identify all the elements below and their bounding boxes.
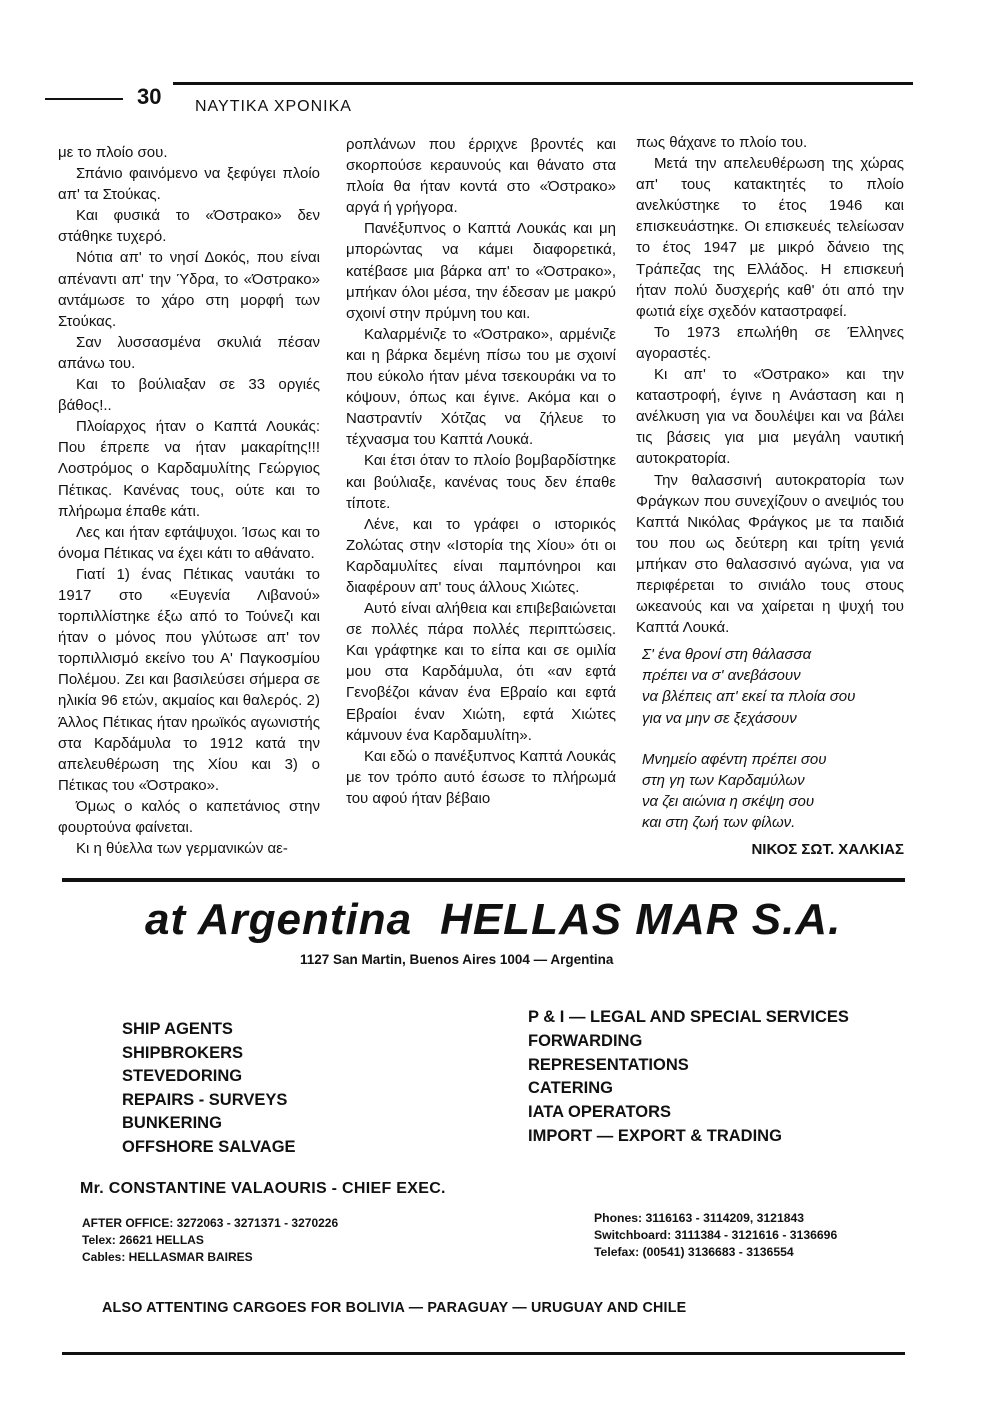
ad-title [145,895,865,945]
paragraph: Λες και ήταν εφτάψυχοι. Ίσως και το όνομα Πέτικας να έχει κάτι το αθάνατο. [58,523,320,562]
magazine-title: ΝΑΥΤΙΚΑ ΧΡΟΝΙΚΑ [195,98,352,115]
contact-line: Telefax: (00541) 3136683 - 3136554 [594,1245,794,1259]
poem-line: στη γη των Καρδαμύλων [642,771,805,789]
ad-company-name: HELLAS MAR S.A. [440,895,842,944]
service-item: REPAIRS - SURVEYS [122,1090,288,1109]
ad-footer: ALSO ATTENTING CARGOES FOR BOLIVIA — PARAGUAY — URUGUAY AND CHILE [102,1300,687,1316]
paragraph: Λένε, και το γράφει ο ιστορικός Ζολώτας στην «Ιστορία της Χίου» ότι οι Καρδαμυλίτες είναι παμπόνηροι και διαφέρουν απ' τους άλλους Χιώτες. [346,515,616,596]
paragraph: ροπλάνων που έρριχνε βροντές και σκορπούσε κεραυνούς και θάνατο στα πλοία θα ήταν κοντά στο «Όστρακο» αργά ή γρήγορα. [346,136,616,217]
paragraph: Και έτσι όταν το πλοίο βομβαρδίστηκε και βούλιαξε, κανένας τους δεν έπαθε τίποτε. [346,452,616,512]
paragraph: Πανέξυπνος ο Καπτά Λουκάς και μη μπορώντας να κάμει διαφορετικά, κατέβασε μια βάρκα απ' το «Όστρακο», μπήκαν όλοι μέσα, την έδεσαν με μακρύ σχοινί στην πρύμνη του και. [346,220,616,322]
contact-line: Switchboard: 3111384 - 3121616 - 3136696 [594,1228,838,1242]
paragraph: Και φυσικά το «Όστρακο» δεν στάθηκε τυχερό. [58,207,320,246]
paragraph: Νότια απ' το νησί Δοκός, που είναι απέναντι απ' την Ύδρα, το «Όστρακο» αντάμωσε το χάρο στη μορφή των Στούκας. [58,249,320,330]
service-item: CATERING [528,1079,613,1098]
article-column-2 [346,134,616,809]
paragraph: Καλαρμένιζε το «Όστρακο», αρμένιζε και η βάρκα δεμένη πίσω του με σχοινί που εύκολο ήταν μένα τσεκουράκι να το κόψουν, όπως και έγινε. Ακόμα και ο Ναστραντίν Χότζας να ζήλευε το τέχνασμα του Καπτά Λουκά. [346,325,616,449]
service-item: P & I — LEGAL AND SPECIAL SERVICES [528,1008,849,1026]
paragraph: Κι η θύελλα των γερμανικών αε- [76,840,288,858]
services-right-list [528,1006,849,1149]
paragraph: Το 1973 επωλήθη σε Έλληνες αγοραστές. [636,323,904,362]
page-header [45,78,913,118]
contact-line: Cables: HELLASMAR BAIRES [82,1250,253,1264]
service-item: SHIP AGENTS [122,1020,233,1038]
poem-line: Σ' ένα θρονί στη θάλασσα [642,646,812,664]
ad-bottom-rule [62,1352,905,1355]
paragraph: Και το βούλιαξαν σε 33 οργιές βάθος!.. [58,376,320,415]
ad-executive: Mr. CONSTANTINE VALAOURIS - CHIEF EXEC. [80,1180,446,1197]
page-number: 30 [137,84,162,109]
service-item: IMPORT — EXPORT & TRADING [528,1126,782,1145]
ad-title-location: at Argentina [145,895,413,944]
poem-line: να βλέπεις απ' εκεί τα πλοία σου [642,688,856,706]
service-item: BUNKERING [122,1114,222,1133]
service-item: REPRESENTATIONS [528,1055,689,1074]
poem-line: και στη ζωή των φίλων. [642,813,796,831]
paragraph: Σαν λυσσασμένα σκυλιά πέσαν απάνω του. [58,333,320,372]
poem [636,644,904,833]
poem-line: για να μην σε ξεχάσουν [642,709,797,727]
service-item: FORWARDING [528,1031,643,1050]
contacts-left [82,1215,338,1266]
header-rule-right [173,82,913,85]
paragraph: Κι απ' το «Όστρακο» και την καταστροφή, έγινε η Ανάσταση και η ανέλκυση για να δουλέψει και να βάλει τις βάσεις για μια μεγάλη ναυτική αυτοκρατορία. [636,366,904,468]
paragraph: Γιατί 1) ένας Πέτικας ναυτάκι το 1917 στο «Ευγενία Λιβανού» τορπιλλίστηκε έξω από το Τούνεζι και ήταν ο μόνος που γλύτωσε απ' τον τορπιλλισμό εκείνο του Α' Παγκοσμίου Πολέμου. Ζει και βασιλεύσει σήμερα σε ηλικία 96 ετών, ακμαίος και θαλερός. 2) Άλλος Πέτικας ήταν ηρωϊκός αγωνιστής στα Καρδάμυλα το 1912 κατά την απελευθέρωση της Χίου και 3) ο Πέτικας του «Όστρακο». [58,565,320,794]
contact-line: Phones: 3116163 - 3114209, 3121843 [594,1211,805,1225]
ad-top-rule [62,878,905,882]
contacts-right [594,1210,837,1261]
service-item: IATA OPERATORS [528,1103,672,1122]
paragraph: Και εδώ ο πανέξυπνος Καπτά Λουκάς με τον τρόπο αυτό έσωσε το πλήρωμά του αφού ήταν βέβαιο [346,747,616,807]
poem-line: πρέπει να σ' ανεβάσουν [642,667,801,685]
poem-line: να ζει αιώνια η σκέψη σου [642,792,815,810]
paragraph: Πλοίαρχος ήταν ο Καπτά Λουκάς: Που έπρεπε να ήταν μακαρίτης!!! Λοστρόμος ο Καρδαμυλίτης Γεώργιος Πέτικας. Κανένας τους, ούτε και το πλήρωμα έπαθε κάτι. [58,418,320,520]
author-signature: ΝΙΚΟΣ ΣΩΤ. ΧΑΛΚΙΑΣ [751,841,904,858]
service-item: STEVEDORING [122,1067,243,1086]
service-item: OFFSHORE SALVAGE [122,1137,296,1156]
paragraph: πως θάχανε το πλοίο του. [636,134,808,151]
contact-line: Telex: 26621 HELLAS [82,1233,204,1247]
header-rule-left [45,98,123,100]
paragraph: Την θαλασσινή αυτοκρατορία των Φράγκων που συνεχίζουν ο ανεψιός του Καπτά Νικόλας Φράγκος με τα παιδιά του που ως δεύτερη και τρίτη γενιά μπήκαν στο θαλασσινό αγώνα, για να περιφέρεται το σινιάλο τους στους ωκεανούς και να χαίρεται η ψυχή του Καπτά Λουκά. [636,471,904,637]
paragraph: με το πλοίο σου. [58,144,168,161]
article-column-3 [636,132,904,860]
service-item: SHIPBROKERS [122,1043,244,1062]
services-left-list [122,1018,296,1160]
poem-line: Μνημείο αφέντη πρέπει σου [642,750,827,768]
contact-line: AFTER OFFICE: 3272063 - 3271371 - 3270226 [82,1216,339,1230]
ad-address: 1127 San Martin, Buenos Aires 1004 — Argentina [300,952,614,967]
article-column-1 [58,142,320,859]
paragraph: Μετά την απελευθέρωση της χώρας απ' τους κατακτητές το πλοίο ανελκύστηκε το έτος 1946 και επισκευάστηκε. Οι επισκευές τελείωσαν το έτος 1947 με μικρό δάνειο της Τράπεζας της Ελλάδος. Η επισκευή ήταν πολύ δυσχερής καθ' ότι από την φωτιά είχε σχεδόν καταστραφεί. [636,155,904,320]
paragraph: Σπάνιο φαινόμενο να ξεφύγει πλοίο απ' τα Στούκας. [58,165,320,204]
paragraph: Αυτό είναι αλήθεια και επιβεβαιώνεται σε πολλές πάρα πολλές περιπτώσεις. Και γράφτηκε και το είπα και σε ομιλία μου στα Καρδάμυλα, ότι «αν εφτά Γενοβέζοι κάναν ένα Εβραίο και εφτά Εβραίοι έναν Χιώτη, εφτά Χιώτες κάμνουν ένα Καρδαμυλίτη». [346,600,616,744]
paragraph: Όμως ο καλός ο καπετάνιος στην φουρτούνα φαίνεται. [58,797,320,836]
